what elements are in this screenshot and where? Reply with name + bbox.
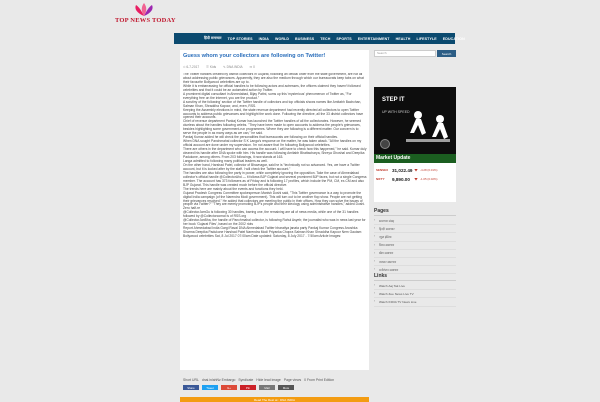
article-footer-links [183,378,334,382]
article-container [180,50,369,370]
down-arrow-icon [414,178,418,181]
ad-subline: UP WITH SPEED [382,110,410,114]
article-paragraph: Keeping the Assembly elections in mind, the state revenue department had recently directed all collectors to open Twitter accounts to address public grievances and highlight the work done. Following the directive, all the 33 district collectors have opened their accounts. [183,107,364,120]
nav-item-education[interactable]: EDUCATION [442,36,465,41]
more-share-button[interactable]: More [278,385,294,390]
pinterest-share-button[interactable]: Pin [240,385,256,390]
market-update-widget [374,154,456,202]
market-row-nifty [376,176,454,182]
site-logo[interactable] [115,3,175,29]
article-paragraph: @CollectorJanBha, the handle of Panchmahal collector, is following Rahul Asyeb; the journalist who was in news last year for her book 'Gujarat Files', based on the 2002 riots [183,218,366,227]
market-index-value: 31,022.49 [392,167,413,173]
external-link[interactable]: › Watch Aaj Tak Live [374,282,456,290]
bullet-icon: › [374,291,376,296]
article-paragraph: The trends here are mainly about the events and functions they held. [183,186,284,191]
page-views-label: Page views [283,378,302,382]
market-index-name: SENSEX [376,168,389,172]
page-link[interactable]: › खेल समाचार [374,250,456,258]
nav-item-hindi[interactable]: हिंदी समाचार [204,36,222,40]
bullet-icon: › [374,250,376,255]
nav-item-tech[interactable]: TECH [320,36,331,41]
article-paragraph: Pankaj Kumar added he will check the personalities that bureaucrats are following on their official handles. [183,135,338,140]
article-paragraph: Zero half-re [183,206,201,211]
search-button[interactable]: Search [437,50,456,57]
meta-author[interactable]: ✎ DNA INDIA [223,65,243,69]
article-body [183,73,367,369]
article-paragraph: A scrutiny of the following' section of the Twitter handle of collectors and top officials shows names like Amitabh Bachchan, Salman Khan, Shraddha Kapoor, and, even, RSS. [183,99,362,108]
twitter-share-button[interactable]: Tweet [202,385,218,390]
meta-category[interactable]: ☰ Kids [206,65,217,69]
page-link[interactable]: › व्यापार समाचार [374,258,456,266]
article-paragraph: The handles are also following the party in power, while completely ignoring the opposition. Take the case of Ahmedabad collector's official handle @CollectorAhd — it follows BJP Gujarat and several prominent BJP faces, but not a single Congress member. The account has 373 followers as of Friday and is following 17 profiles, which include the PM, CM, ex-CM and also BJP Gujarat. This handle was created much before the official directive. [183,170,367,187]
nav-item-india[interactable]: INDIA [258,36,269,41]
down-arrow-icon [414,169,418,172]
hide-lead-image-link[interactable]: Hide lead image [256,378,281,382]
article-paragraph: There are others in the department who can access the account. I will have to check how this happened," he said. Kumar duly cleaned his handle after DNA spoke with him. His handle was following Amitabh Bhattacharya, Shreya Ghoshal and Deepika Padukone, among others. From 203 followings, it now stands at 163. [183,147,367,160]
search-input[interactable]: Search [374,50,436,57]
article-paragraph: Chief of revenue department Pankaj Kumar has launched the Twitter handles of all the collectorates. However, he seemed clueless about the handles following celebs. "They have been made to open accounts to address the people's grievances, besides highlighting some government-run programmes. Where they are following is a different matter. Our concern is to serve the people in as many ways as we can," he said. [183,119,362,136]
pages-title: Pages [374,208,389,214]
main-navbar [174,33,465,44]
page-link[interactable]: › समाचार संग्रह [374,217,456,225]
page-link[interactable]: › मनोरंजन समाचार [374,266,456,274]
article-paragraph: @CollectorJamGu is following 30 handles, barring one, the remaining are all of news media, while one of the 31 handles followed by @CollectorcomaI is of RSS.org [183,210,359,219]
article-paragraph: Gujarat Pradesh Congress Committee spokesperson Manish Doshi said, "This Twitter governance is a way to promote the digital India campaign (of the Narendra Modi government). This will turn out to be another flop show. People are not getting their grievances resolved." He added that collectors are meeting the public in their offices. How they can solve the issues of people via Twitter?" "They are merely promoting BJP's people and their ideology using administrative handles," added Doshi. [183,190,366,207]
external-link[interactable]: › Watch INDIA TV News Live [374,298,456,306]
market-title: Market Update [374,154,456,163]
article-paragraph: A prominent digital consultant in Ahmedabad, Bijay Pattni, sums up this 'mysterious' phenomenon of Twitter as, "For everything free on the internet, you are the product." [183,91,352,100]
article-paragraph: On the other hand, Harshad Patel, collector of Bhavnagar, said he is "technically not so advanced. Yes, we have a Twitter account, but it is looked after by the staff. I will check the Twitter account." [183,162,360,171]
nav-item-lifestyle[interactable]: LIFESTYLE [416,36,437,41]
logo-text: TOP NEWS TODAY [115,17,176,24]
market-index-name: NIFTY [376,177,385,181]
syndicate-label[interactable]: Syndicate [238,378,254,382]
nav-item-sports[interactable]: SPORTS [336,36,352,41]
meta-comments[interactable]: ✉ 0 [249,65,255,69]
section-divider [374,280,456,281]
bullet-icon: › [374,267,376,272]
links-title: Links [374,273,388,279]
short-url-label: Short URL [183,378,199,382]
market-index-change: -1.05 (0.02%) [420,177,438,181]
logo-mark-icon [133,3,155,17]
ad-brand-logo [380,139,390,149]
nav-item-top-stories[interactable]: TOP STORIES [227,36,253,41]
share-buttons [183,385,294,390]
article-paragraph: When DNA sought Panchmahal collector S K Langa's response on the matter, he was taken aback. "All the handles on my official account are done under my supervision. I'm not aware that I'm following Bollywood celebrities. [183,139,362,148]
short-url-link[interactable]: dnai.in/ahNz Embargo [201,378,236,382]
page-link[interactable]: › हिन्दी समाचार [374,225,456,233]
links-widget [374,272,456,307]
market-row-sensex [376,167,454,173]
bullet-icon: › [374,242,376,247]
article-headline[interactable]: Guess whom your collectors are following on Twitter! [183,53,326,59]
article-paragraph: While it is embarrassing for official handles to be following actors and actresses, the officers claimed they haven't followed celebrities and that it could be an automated action by Twitter. [183,83,361,92]
bullet-icon: › [374,218,376,223]
market-index-change: -4.28 (0.01%) [420,168,438,172]
mail-share-button[interactable]: Mail [259,385,275,390]
bullet-icon: › [374,259,376,264]
ad-headline: STEP IT [382,97,405,103]
googleplus-share-button[interactable]: G+ [221,385,237,390]
nav-item-entertainment[interactable]: ENTERTAINMENT [357,36,390,41]
bullet-icon: › [374,283,376,288]
bullet-icon: › [374,234,376,239]
print-edition-label: 0 From Print Edition [304,378,335,382]
nav-item-world[interactable]: WORLD [274,36,290,41]
sidebar-ad[interactable] [374,87,456,154]
nav-item-business[interactable]: BUSINESS [295,36,315,41]
article-meta [183,65,367,69]
article-tags: Report Ahmedabad India Gargi Raval DNA Ahmedabad Twitter bharatiya janata party Pankaj Kumar Congress Anoshka Sharma Deepika Padukone Harshad Patel Narendra Modi Priyanka Chopra Salman Khan Shraddha Kapoor Nem Gautam Bollywood celebrities Sat, 8 Jul 2017 07:00am Date updated: Saturday, 8 July 2017 - 7:50am Article Images: [183,226,362,239]
bullet-icon: › [374,299,376,304]
article-paragraph: Langa admitted to following many political leaders as well. [183,158,268,163]
article-paragraph: The Twitter handles created by district collectors in Gujarat, following an official order from the state government, are not all about addressing public grievances. Apparently, they are also the medium through which our bureaucrats keep tabs on what their favourite Bollywood celebrities are up to. [183,73,364,84]
page-link[interactable]: › विश्व समाचार [374,242,456,250]
ad-figures-icon [404,105,452,145]
section-divider [374,215,456,216]
bullet-icon: › [374,226,376,231]
pages-widget [374,207,456,274]
external-link[interactable]: › Watch Zee News Live TV [374,290,456,298]
read-more-button[interactable]: Read The Rest at : DNA INDIA [180,397,369,402]
page-link[interactable]: › न्यूज़ इंडिया [374,233,456,241]
meta-date: ⏲ 6-7-2017 [183,65,200,69]
nav-item-health[interactable]: HEALTH [395,36,411,41]
facebook-share-button[interactable]: Share [183,385,199,390]
market-index-value: 9,890.00 [392,176,410,182]
